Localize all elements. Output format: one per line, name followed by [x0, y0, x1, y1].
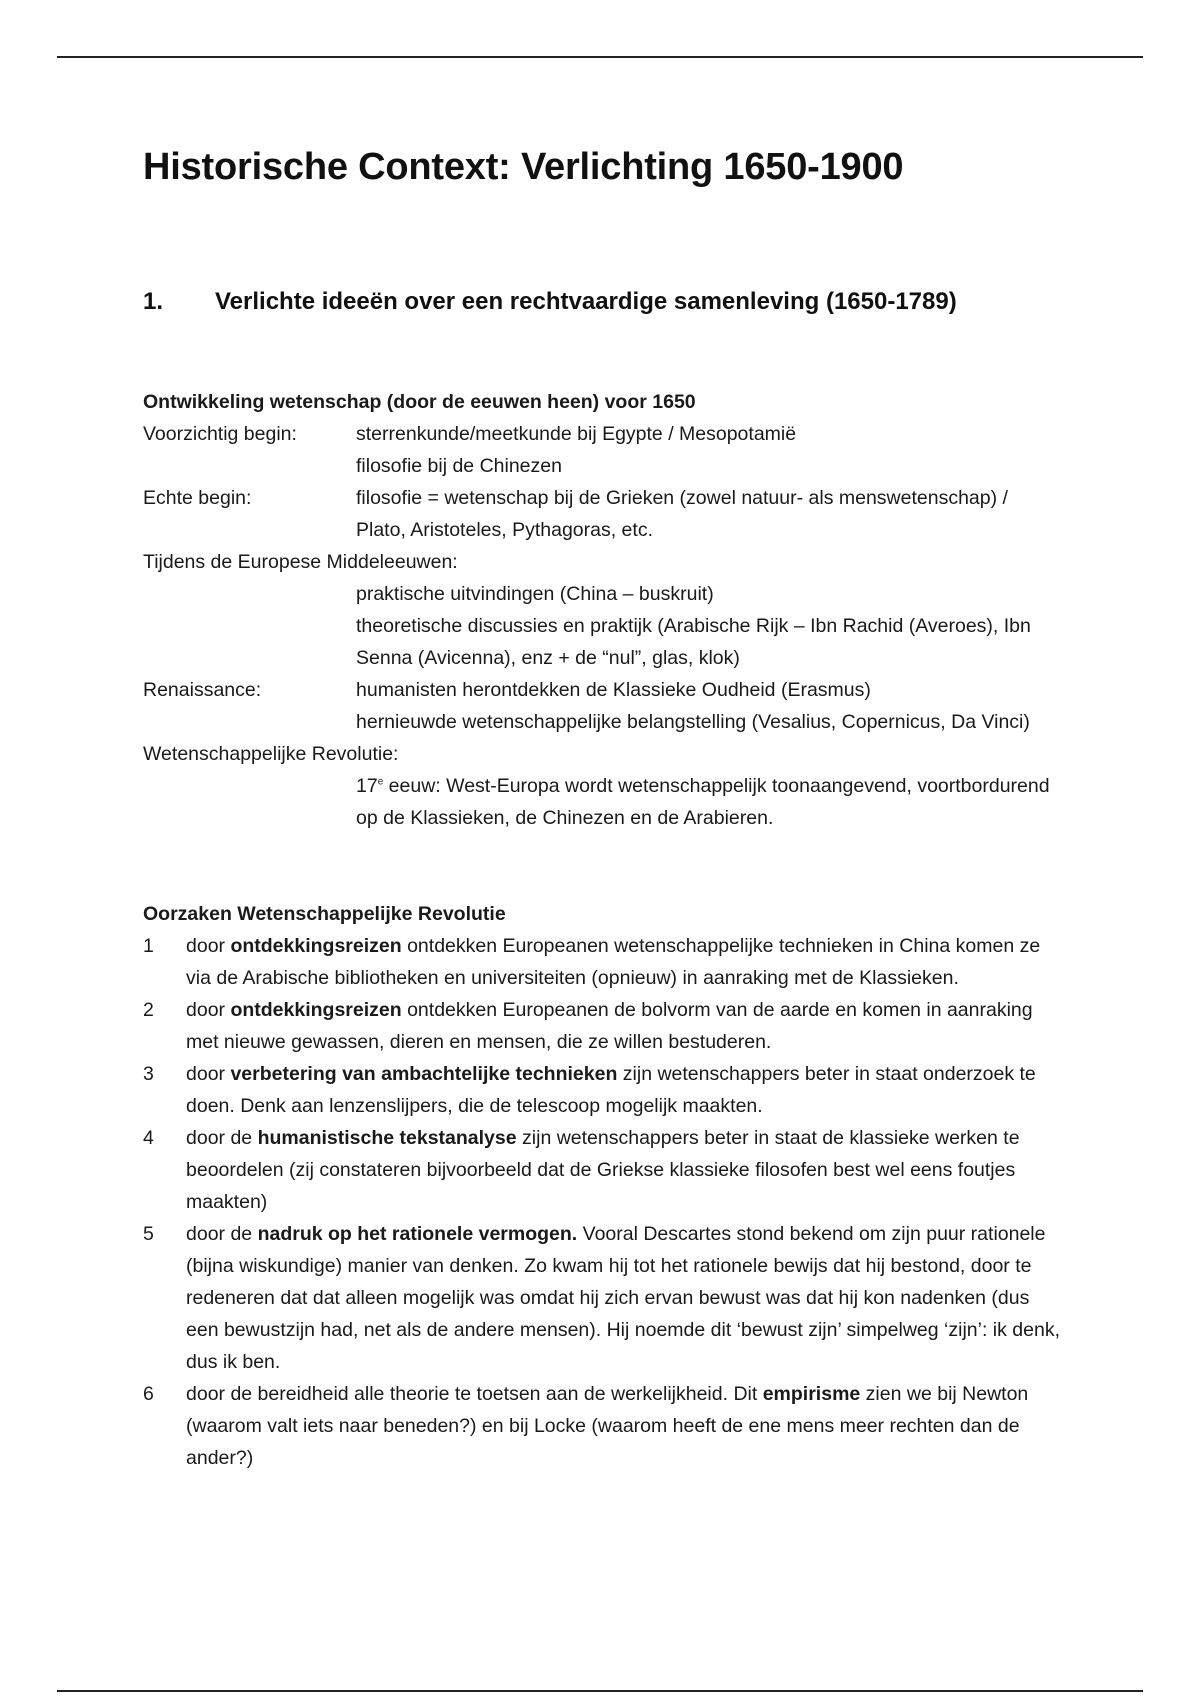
dev-row-text: praktische uitvindingen (China – buskruit) [356, 583, 714, 605]
causes-heading: Oorzaken Wetenschappelijke Revolutie [143, 903, 506, 925]
dev-row-label: Voorzichtig begin: [143, 423, 297, 445]
dev-row-text: humanisten herontdekken de Klassieke Oudheid (Erasmus) [356, 679, 871, 701]
cause-item [143, 930, 1083, 994]
cause-pre: door de [186, 1127, 258, 1149]
cause-post: zien we bij Newton (waarom valt iets naar beneden?) en bij Locke (waarom heeft de ene mens meer rechten dan de ander?) [186, 1383, 1029, 1469]
cause-item [143, 1218, 1083, 1378]
dev-row-label [143, 770, 356, 834]
cause-number: 5 [143, 1223, 154, 1245]
dev-row-label [143, 578, 356, 610]
dev-row [143, 450, 1083, 482]
cause-pre: door [186, 935, 231, 957]
cause-text [186, 1218, 1066, 1378]
dev-row-label [143, 706, 356, 738]
dev-row [143, 578, 1083, 610]
cause-pre: door [186, 1063, 231, 1085]
section-number: 1. [143, 288, 164, 315]
dev-row-text: filosofie = wetenschap bij de Grieken (zowel natuur- als menswetenschap) / Plato, Aristoteles, Pythagoras, etc. [356, 487, 1008, 541]
dev-row-text: sterrenkunde/meetkunde bij Egypte / Mesopotamië [356, 423, 797, 445]
dev-row [143, 706, 1083, 738]
cause-post: zijn wetenschappers beter in staat onderzoek te doen. Denk aan lenzenslijpers, die de telescoop mogelijk maakten. [186, 1063, 1036, 1117]
dev-row-label: Wetenschappelijke Revolutie: [143, 743, 399, 765]
top-rule [57, 56, 1143, 58]
causes-block [143, 898, 1083, 1474]
cause-number: 3 [143, 1063, 154, 1085]
dev-row-text: hernieuwde wetenschappelijke belangstelling (Vesalius, Copernicus, Da Vinci) [356, 711, 1030, 733]
dev-row-text [356, 770, 1056, 834]
dev-row [143, 738, 1083, 770]
cause-text [186, 930, 1066, 994]
cause-text [186, 1058, 1066, 1122]
dev-row [143, 674, 1083, 706]
cause-pre: door de [186, 1223, 258, 1245]
cause-post: ontdekken Europeanen wetenschappelijke technieken in China komen ze via de Arabische bibliotheken en universiteiten (opnieuw) in aanraking met de Klassieken. [186, 935, 1041, 989]
bottom-rule [57, 1690, 1143, 1692]
dev-row [143, 418, 1083, 450]
cause-number: 4 [143, 1127, 154, 1149]
cause-bold: humanistische tekstanalyse [257, 1127, 517, 1149]
cause-pre: door [186, 999, 231, 1021]
cause-text [186, 1378, 1066, 1474]
section-title: Verlichte ideeën over een rechtvaardige samenleving (1650-1789) [215, 288, 957, 315]
cause-bold: empirisme [762, 1383, 861, 1405]
cause-bold: ontdekkingsreizen [230, 999, 402, 1021]
century-number: 17 [356, 775, 378, 797]
dev-row-century [143, 770, 1083, 834]
cause-text [186, 1122, 1066, 1218]
cause-number: 6 [143, 1383, 154, 1405]
cause-item [143, 1058, 1083, 1122]
dev-row-text [643, 738, 1083, 770]
dev-row-text [643, 546, 1083, 578]
cause-item [143, 1378, 1083, 1474]
dev-row-label: Echte begin: [143, 487, 252, 509]
cause-item [143, 994, 1083, 1058]
cause-post: Vooral Descartes stond bekend om zijn puur rationele (bijna wiskundige) manier van denken. Zo kwam hij tot het rationele bewijs dat hij bestond, door te redeneren dat dat alleen mogelijk was omdat hij zich ervan bewust was dat hij kon nadenken (dus een bewustzijn had, net als de andere mensen). Hij noemde dit ‘bewust zijn’ simpelweg ‘zijn’: ik denk, dus ik ben. [186, 1223, 1060, 1373]
dev-row [143, 610, 1083, 674]
cause-bold: nadruk op het rationele vermogen. [257, 1223, 578, 1245]
cause-post: zijn wetenschappers beter in staat de klassieke werken te beoordelen (zij constateren bijvoorbeeld dat de Griekse klassieke filosofen best wel eens foutjes maakten) [186, 1127, 1020, 1213]
cause-item [143, 1122, 1083, 1218]
dev-row-label [143, 450, 356, 482]
cause-text [186, 994, 1066, 1058]
dev-row [143, 546, 1083, 578]
dev-row-label: Renaissance: [143, 679, 262, 701]
cause-post: ontdekken Europeanen de bolvorm van de aarde en komen in aanraking met nieuwe gewassen, dieren en mensen, die ze willen bestuderen. [186, 999, 1033, 1053]
section-heading [143, 288, 957, 316]
dev-row [143, 482, 1083, 546]
cause-number: 2 [143, 999, 154, 1021]
page-title: Historische Context: Verlichting 1650-1900 [143, 146, 904, 188]
cause-bold: ontdekkingsreizen [230, 935, 402, 957]
century-suffix: e [377, 776, 384, 788]
dev-row-label: Tijdens de Europese Middeleeuwen: [143, 551, 458, 573]
century-text: eeuw: West-Europa wordt wetenschappelijk toonaangevend, voortbordurend op de Klassieken, de Chinezen en de Arabieren. [356, 775, 1050, 829]
dev-row-label [143, 610, 356, 674]
development-block [143, 386, 1083, 834]
cause-pre: door de bereidheid alle theorie te toetsen aan de werkelijkheid. Dit [186, 1383, 763, 1405]
cause-bold: verbetering van ambachtelijke technieken [230, 1063, 618, 1085]
dev-row-text: filosofie bij de Chinezen [356, 455, 562, 477]
cause-number: 1 [143, 935, 154, 957]
development-heading: Ontwikkeling wetenschap (door de eeuwen heen) voor 1650 [143, 391, 696, 413]
dev-row-text: theoretische discussies en praktijk (Arabische Rijk – Ibn Rachid (Averoes), Ibn Senna (Avicenna), enz + de “nul”, glas, klok) [356, 615, 1031, 669]
